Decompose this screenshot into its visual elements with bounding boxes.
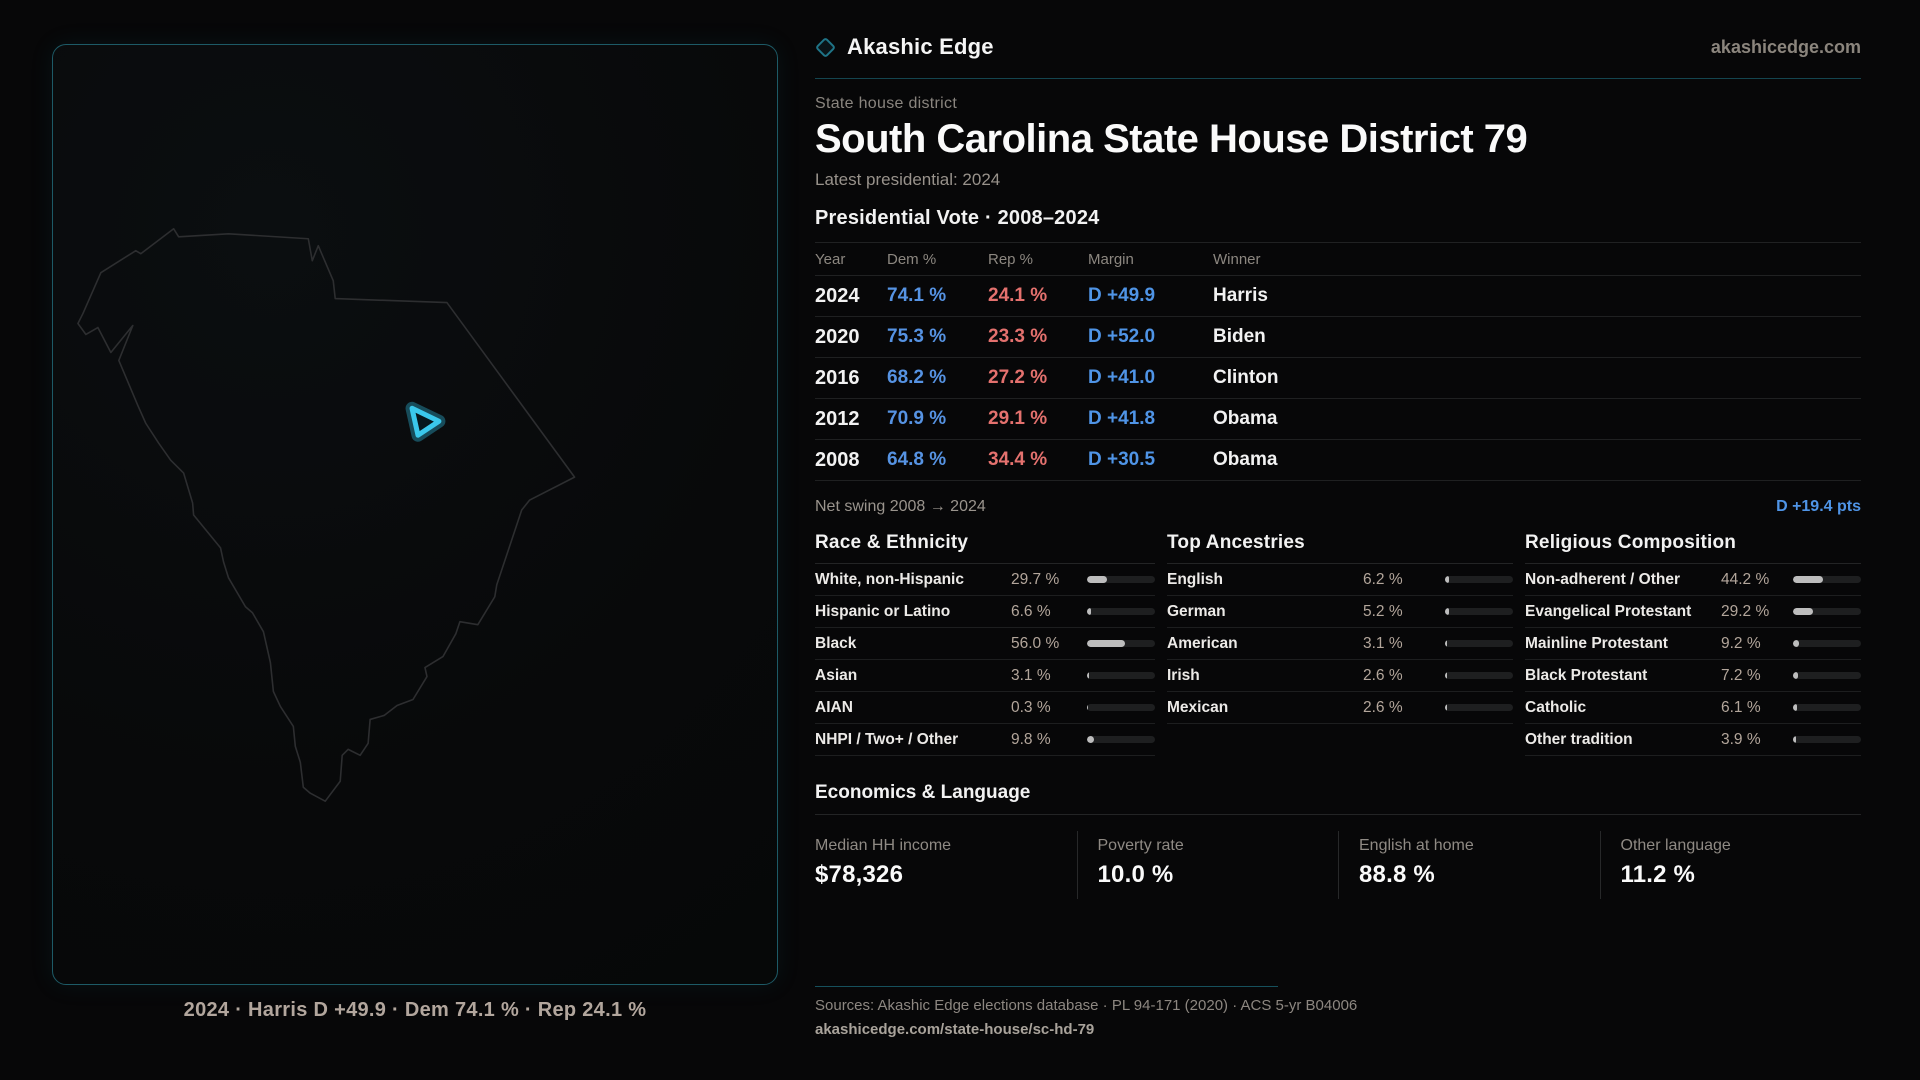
brand-name: Akashic Edge [847,34,994,59]
cell-winner: Biden [1213,326,1266,347]
religion-column [1525,532,1861,756]
cell-dem: 70.9 % [887,408,947,429]
south-carolina-map [53,45,777,984]
mini-bar [1793,608,1861,615]
cell-winner: Obama [1213,408,1278,429]
demo-label: Black Protestant [1525,666,1648,684]
demo-label: NHPI / Two+ / Other [815,730,959,748]
economics-stats [815,831,1861,899]
demo-label: Irish [1167,666,1200,684]
report-content [815,0,1861,899]
cell-year: 2020 [815,325,860,348]
mini-bar [1087,736,1155,743]
cell-winner: Obama [1213,449,1278,470]
demo-value: 9.2 % [1721,634,1761,652]
mini-bar [1087,672,1155,679]
cell-year: 2008 [815,448,860,471]
cell-margin: D +41.8 [1088,408,1156,429]
mini-bar [1793,640,1861,647]
demo-value: 9.8 % [1011,730,1051,748]
stat-label: Poverty rate [1097,837,1184,854]
table-row [815,276,1861,317]
stat-label: Other language [1620,837,1731,854]
cell-margin: D +49.9 [1088,285,1156,306]
ancestries-column [1167,532,1513,724]
cell-winner: Harris [1213,285,1268,306]
demo-row [1525,564,1861,596]
demo-value: 7.2 % [1721,666,1761,684]
demo-value: 56.0 % [1011,634,1060,652]
demo-value: 3.1 % [1011,666,1051,684]
mini-bar [1793,672,1861,679]
stat-label: English at home [1359,837,1474,854]
demo-value: 3.1 % [1363,634,1403,652]
demo-value: 6.2 % [1363,570,1403,588]
col-header-rep: Rep % [988,250,1034,268]
demo-label: Catholic [1525,698,1587,716]
stat-value: 10.0 % [1097,861,1174,888]
mini-bar [1445,704,1513,711]
demographics-section [815,532,1861,756]
footer [815,986,1861,1039]
demo-label: White, non-Hispanic [815,570,964,588]
stat-block [1338,831,1600,899]
demo-row [1167,564,1513,596]
demo-label: Other tradition [1525,730,1633,748]
demo-label: American [1167,634,1238,652]
net-swing-label: Net swing 2008 → 2024 [815,498,986,515]
table-row [815,440,1861,481]
demo-label: AIAN [815,698,853,716]
demo-label: Mainline Protestant [1525,634,1668,652]
stat-label: Median HH income [815,837,952,854]
religion-section-title: Religious Composition [1525,532,1861,564]
demo-label: Asian [815,666,858,684]
demo-value: 29.7 % [1011,570,1060,588]
demo-row [1167,596,1513,628]
mini-bar [1793,576,1861,583]
race-section-title: Race & Ethnicity [815,532,1155,564]
demo-value: 5.2 % [1363,602,1403,620]
cell-rep: 29.1 % [988,408,1048,429]
stat-value: 11.2 % [1620,861,1696,888]
brand-domain-link[interactable]: akashicedge.com [1710,36,1861,57]
col-header-winner: Winner [1213,250,1261,268]
mini-bar [1445,576,1513,583]
state-outline-path [78,229,575,801]
demo-row [815,724,1155,756]
demo-label: Mexican [1167,698,1229,716]
col-header-year: Year [815,250,846,268]
cell-margin: D +52.0 [1088,326,1156,347]
demo-row [1167,660,1513,692]
mini-bar [1445,640,1513,647]
stat-value: $78,326 [815,861,904,888]
demo-label: Evangelical Protestant [1525,602,1692,620]
permalink[interactable]: akashicedge.com/state-house/sc-hd-79 [815,1021,1095,1038]
col-header-dem: Dem % [887,250,937,268]
net-swing-value: D +19.4 pts [1776,498,1861,515]
demo-value: 3.9 % [1721,730,1761,748]
demo-row [815,596,1155,628]
demo-label: Hispanic or Latino [815,602,951,620]
cell-year: 2016 [815,366,860,389]
vote-table-title: Presidential Vote · 2008–2024 [815,207,1100,229]
demo-value: 2.6 % [1363,666,1403,684]
mini-bar [1793,704,1861,711]
mini-bar [1087,576,1155,583]
demo-row [1167,692,1513,724]
demo-label: Non-adherent / Other [1525,570,1681,588]
stat-block [815,831,1077,899]
map-caption: 2024 · Harris D +49.9 · Dem 74.1 % · Rep 24.1 % [183,999,647,1021]
demo-row [1167,628,1513,660]
table-row [815,317,1861,358]
cell-dem: 75.3 % [887,326,947,347]
latest-presidential-line: Latest presidential: 2024 [815,170,1001,189]
demo-row [1525,628,1861,660]
demo-row [815,692,1155,724]
table-row [815,399,1861,440]
table-row [815,358,1861,399]
race-ethnicity-column [815,532,1155,756]
demo-value: 2.6 % [1363,698,1403,716]
demo-value: 6.6 % [1011,602,1051,620]
demo-label: English [1167,570,1223,588]
demo-value: 0.3 % [1011,698,1051,716]
demo-label: German [1167,602,1226,620]
header-bar [815,0,1861,60]
mini-bar [1087,640,1155,647]
district-map-panel [52,44,778,985]
mini-bar [1793,736,1861,743]
table-header-row [815,242,1861,276]
demo-row [815,564,1155,596]
mini-bar [1087,704,1155,711]
cell-dem: 64.8 % [887,449,947,470]
cell-rep: 34.4 % [988,449,1048,470]
cell-year: 2024 [815,284,860,307]
ancestries-section-title: Top Ancestries [1167,532,1513,564]
cell-year: 2012 [815,407,860,430]
presidential-vote-table [815,242,1861,481]
demo-value: 6.1 % [1721,698,1761,716]
demo-row [1525,692,1861,724]
demo-value: 44.2 % [1721,570,1770,588]
cell-rep: 27.2 % [988,367,1048,388]
col-header-margin: Margin [1088,250,1134,268]
net-swing-row [815,481,1861,516]
stat-block [1600,831,1862,899]
demo-row [815,628,1155,660]
cell-rep: 24.1 % [988,285,1048,306]
demo-value: 29.2 % [1721,602,1770,620]
brand-diamond-icon [815,36,836,57]
district-type-eyebrow: State house district [815,95,958,112]
economics-section-title: Economics & Language [815,782,1861,815]
cell-dem: 74.1 % [887,285,947,306]
cell-rep: 23.3 % [988,326,1048,347]
mini-bar [1087,608,1155,615]
footer-divider [815,986,1278,987]
demo-row [815,660,1155,692]
stat-value: 88.8 % [1359,861,1435,888]
header-divider [815,78,1861,79]
cell-margin: D +41.0 [1088,367,1156,388]
demo-row [1525,660,1861,692]
demo-row [1525,724,1861,756]
demo-label: Black [815,634,857,652]
cell-winner: Clinton [1213,367,1279,388]
mini-bar [1445,672,1513,679]
cell-dem: 68.2 % [887,367,947,388]
stat-block [1077,831,1339,899]
demo-row [1525,596,1861,628]
sources-line: Sources: Akashic Edge elections database · PL 94-171 (2020) · ACS 5-yr B04006 [815,997,1358,1014]
cell-margin: D +30.5 [1088,449,1156,470]
mini-bar [1445,608,1513,615]
page-title: South Carolina State House District 79 [815,117,1528,161]
